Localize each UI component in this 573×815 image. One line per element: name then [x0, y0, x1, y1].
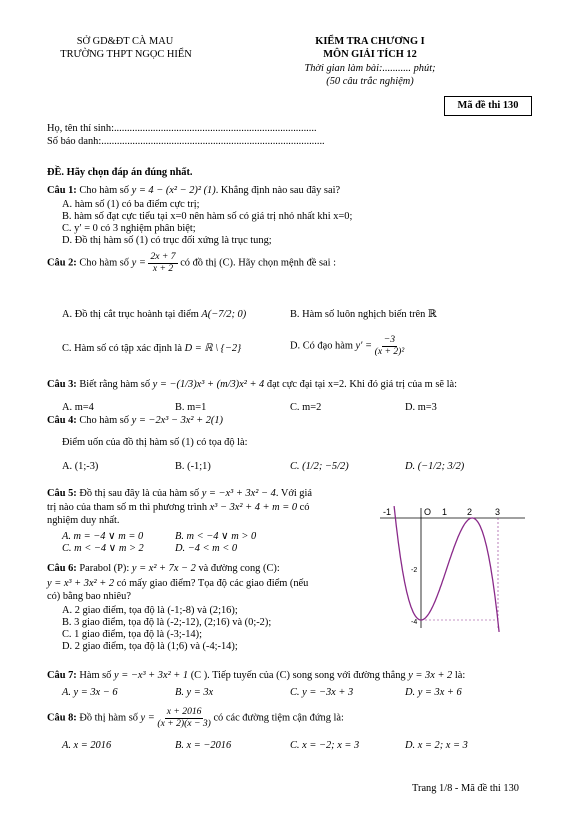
- q6-stem-line3: có) bằng bao nhiêu?: [47, 591, 131, 602]
- exam-code: Mã đề thi 130: [457, 100, 519, 111]
- q8-label: Câu 8:: [47, 712, 77, 724]
- q5-option-a[interactable]: A. m = −4 ∨ m = 0: [62, 531, 144, 542]
- exam-title: KIỂM TRA CHƯƠNG I: [315, 36, 425, 47]
- q1-formula: y = 4 − (x² − 2)² (1): [131, 185, 216, 196]
- q7-formula: y = −x³ + 3x² + 1: [114, 670, 189, 681]
- question-2: [47, 252, 336, 274]
- graph-label-x1: 1: [442, 507, 448, 517]
- q7-line-formula: y = 3x + 2: [408, 670, 453, 681]
- q5-option-d[interactable]: D. −4 < m < 0: [175, 543, 238, 554]
- q7-option-c[interactable]: C. y = −3x + 3: [290, 687, 354, 698]
- q3-option-d[interactable]: D. m=3: [405, 402, 437, 413]
- q6-option-b[interactable]: B. 3 giao điểm, tọa độ là (-2;-12), (2;16) và (0;-2);: [62, 617, 272, 628]
- q4-label: Câu 4:: [47, 415, 77, 426]
- q2-option-c[interactable]: C. Hàm số có tập xác định là D = ℝ \ {−2}: [62, 343, 242, 354]
- q8-fraction: $\frac{x + 2016}{(x + 2)(x - 3)}$: [157, 706, 211, 729]
- q7-option-b[interactable]: B. y = 3x: [175, 687, 214, 698]
- question-7: Câu 7: Hàm số y = −x³ + 3x² + 1 (C ). Tiếp tuyến của (C) song song với đường thẳng y = 3x + 2 là:: [47, 670, 466, 681]
- q1-option-a[interactable]: A. hàm số (1) có ba điểm cực trị;: [62, 199, 200, 210]
- graph-label-origin: O: [424, 507, 432, 517]
- subject-title: MÔN GIẢI TÍCH 12: [323, 49, 417, 60]
- q1-stem: Cho hàm số: [79, 185, 129, 196]
- q5-stem-line3: nghiệm duy nhất.: [47, 515, 120, 526]
- q5-formula: y = −x³ + 3x² − 4: [201, 488, 276, 499]
- q4-formula: y = −2x³ − 3x² + 2(1): [131, 415, 224, 426]
- q7-option-d[interactable]: D. y = 3x + 6: [405, 687, 462, 698]
- q5-stem-line2: trị nào của tham số m thì phương trình x³ − 3x² + 4 + m = 0 có: [47, 502, 310, 513]
- q8-option-a[interactable]: A. x = 2016: [62, 740, 112, 751]
- q1-label: Câu 1:: [47, 185, 77, 196]
- q6-option-a[interactable]: A. 2 giao điểm, tọa độ là (-1;-8) và (2;16);: [62, 605, 238, 616]
- q7-label: Câu 7:: [47, 670, 77, 681]
- q1-tail: . Khẳng định nào sau đây sai?: [215, 185, 341, 196]
- q4-option-a[interactable]: A. (1;-3): [62, 461, 99, 472]
- q8-option-c[interactable]: C. x = −2; x = 3: [290, 740, 360, 751]
- q3-option-b[interactable]: B. m=1: [175, 402, 207, 413]
- q4-stem-line2: Điểm uốn của đồ thị hàm số (1) có tọa độ là:: [62, 437, 248, 448]
- question-count: (50 câu trắc nghiệm): [326, 76, 414, 87]
- school-name: TRƯỜNG THPT NGỌC HIỂN: [60, 49, 192, 60]
- instruction: ĐỀ. Hãy chọn đáp án đúng nhất.: [47, 167, 193, 178]
- q8-option-d[interactable]: D. x = 2; x = 3: [405, 740, 468, 751]
- question-5: [47, 487, 312, 500]
- q4-option-d[interactable]: D. (−1/2; 3/2): [405, 461, 465, 472]
- q3-option-c[interactable]: C. m=2: [290, 402, 322, 413]
- student-id-field[interactable]: Số báo danh:......................................................................................: [47, 136, 325, 147]
- q6-option-d[interactable]: D. 2 giao điểm, tọa độ là (1;6) và (-4;-14);: [62, 641, 238, 652]
- q5-label: Câu 5:: [47, 488, 77, 499]
- q4-stem: Cho hàm số: [79, 415, 129, 426]
- q6-curve-formula: y = x³ + 3x² + 2: [47, 578, 115, 589]
- q2-stem: Cho hàm số: [79, 257, 129, 269]
- q2-option-d[interactable]: D. Có đạo hàm y′ = $\frac{-3}{\text{(x + 2)²}}$: [290, 334, 405, 357]
- student-name-field[interactable]: Họ, tên thí sinh:..............................................................................: [47, 123, 317, 134]
- q3-option-a[interactable]: A. m=4: [62, 402, 94, 413]
- dept-name: SỞ GD&ĐT CÀ MAU: [76, 36, 174, 47]
- q4-option-c[interactable]: C. (1/2; −5/2): [290, 461, 349, 472]
- question-6: Câu 6: Parabol (P): y = x² + 7x − 2 và đường cong (C):: [47, 563, 280, 574]
- graph-label-ym4: -4: [411, 619, 418, 626]
- q3-stem: Biết rằng hàm số: [79, 379, 151, 390]
- q1-option-b[interactable]: B. hàm số đạt cực tiểu tại x=0 nên hàm số có giá trị nhỏ nhất khi x=0;: [62, 211, 353, 222]
- graph-label-xm1: -1: [383, 507, 392, 517]
- q4-option-b[interactable]: B. (-1;1): [175, 461, 211, 472]
- question-8: Câu 8: Đồ thị hàm số y = $\frac{x + 2016}{(x + 2)(x - 3)}$ có các đường tiệm cận đứng là:: [47, 706, 344, 729]
- q6-option-c[interactable]: C. 1 giao điểm, tọa độ là (-3;-14);: [62, 629, 202, 640]
- q2-fraction: $\frac{2x + 7}{x + 2}$: [150, 251, 176, 274]
- q5-function-graph: [375, 488, 530, 638]
- q5-line1: Đồ thị sau đây là của hàm số: [79, 488, 200, 499]
- exam-code-box: [444, 96, 532, 116]
- page-footer: Trang 1/8 - Mã đề thi 130: [412, 783, 519, 794]
- graph-label-x3: 3: [495, 507, 501, 517]
- q2-tail: có đồ thị (C). Hãy chọn mệnh đề sai :: [180, 257, 337, 269]
- q6-stem-line2: y = x³ + 3x² + 2 có mấy giao điểm? Tọa độ các giao điểm (nếu: [47, 578, 309, 589]
- q3-label: Câu 3:: [47, 379, 77, 390]
- q2-option-b[interactable]: B. Hàm số luôn nghịch biến trên ℝ: [290, 309, 437, 320]
- exam-time: Thời gian làm bài:........... phút;: [304, 63, 436, 74]
- graph-label-x2: 2: [467, 507, 473, 517]
- q5-formula2: x³ − 3x² + 4 + m = 0: [209, 502, 298, 513]
- q6-label: Câu 6:: [47, 563, 77, 574]
- q3-formula: y = −(1/3)x³ + (m/3)x² + 4: [152, 379, 265, 390]
- q8-option-b[interactable]: B. x = −2016: [175, 740, 232, 751]
- q1-option-c[interactable]: C. y′ = 0 có 3 nghiệm phân biệt;: [62, 223, 196, 234]
- q2-option-a[interactable]: A. Đồ thị cắt trục hoành tại điểm A(−7/2; 0): [62, 309, 247, 320]
- question-3: [47, 378, 457, 391]
- q2-lhs: y =: [131, 257, 146, 269]
- q5-tail: . Với giá: [275, 488, 312, 499]
- q3-tail: đạt cực đại tại x=2. Khi đó giá trị của m sẽ là:: [266, 379, 457, 390]
- q5-option-b[interactable]: B. m < −4 ∨ m > 0: [175, 531, 257, 542]
- q5-option-c[interactable]: C. m < −4 ∨ m > 2: [62, 543, 144, 554]
- graph-curve: [394, 506, 499, 632]
- q1-option-d[interactable]: D. Đồ thị hàm số (1) có trục đối xứng là trục tung;: [62, 235, 272, 246]
- q2-label: Câu 2:: [47, 257, 77, 269]
- graph-label-ym2: -2: [411, 567, 418, 574]
- q7-option-a[interactable]: A. y = 3x − 6: [62, 687, 118, 698]
- question-1: [47, 184, 340, 197]
- q6-parabola-formula: y = x² + 7x − 2: [131, 563, 196, 574]
- question-4: [47, 414, 223, 427]
